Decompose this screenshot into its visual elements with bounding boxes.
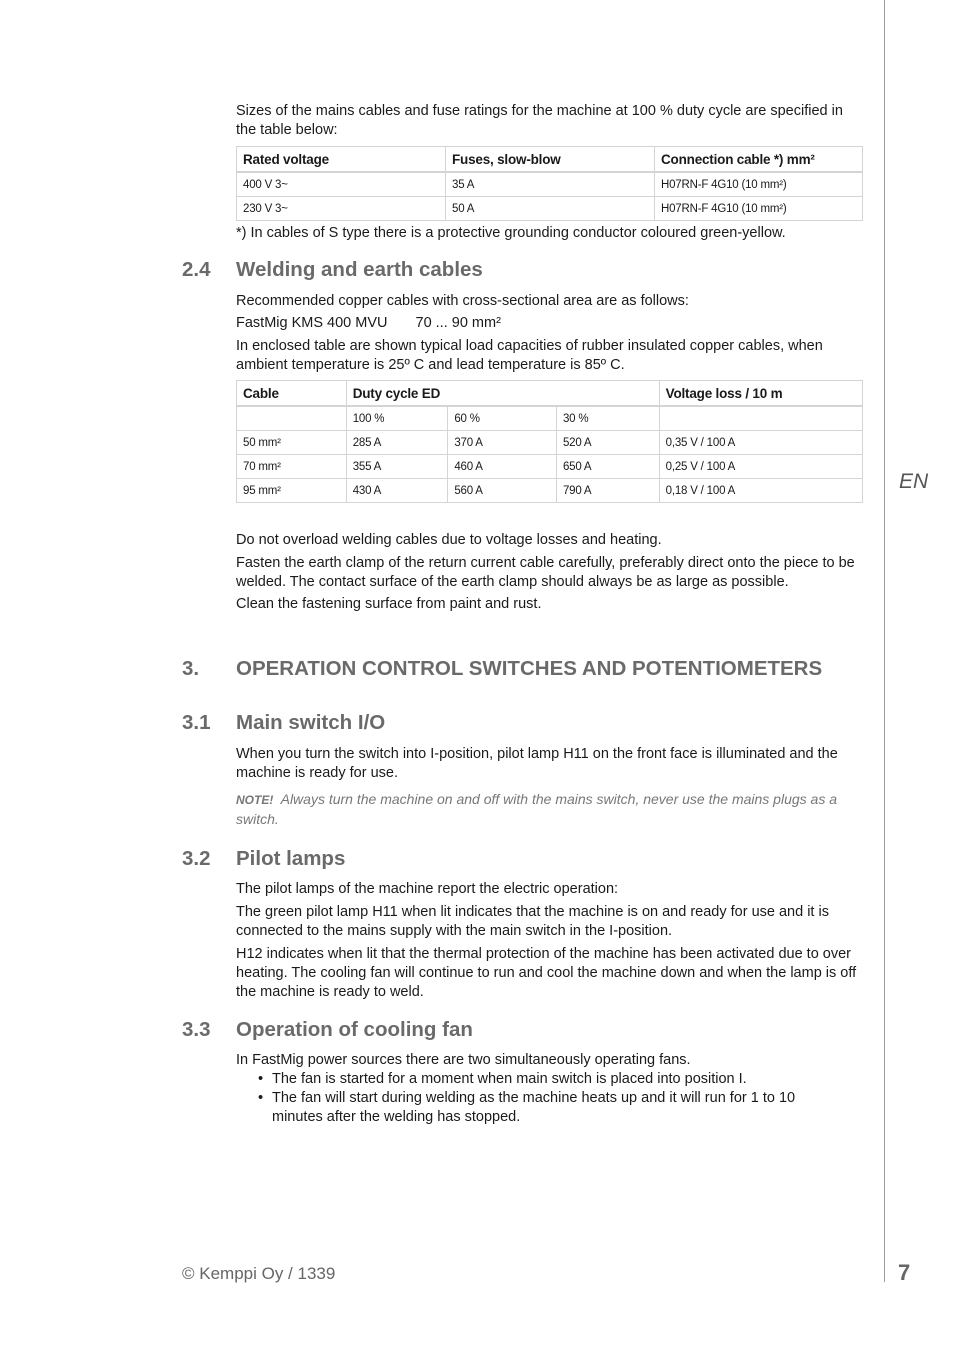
table-cell: 790 A <box>556 479 659 503</box>
intro-paragraph: Sizes of the mains cables and fuse ratings for the machine at 100 % duty cycle are specified in the table below: <box>236 103 843 138</box>
paragraph: H12 indicates when lit that the thermal protection of the machine has been activated due to over heating. The cooling fan will continue to run and cool the machine down and when the lamp is off the machine is ready to weld. <box>236 946 857 1000</box>
section-number: 3.1 <box>182 711 211 734</box>
table-cell: 400 V 3~ <box>237 172 446 197</box>
table-cell: 370 A <box>448 431 557 455</box>
section-number: 2.4 <box>182 258 211 281</box>
paragraph: In FastMig power sources there are two simultaneously operating fans. <box>236 1052 691 1068</box>
note-label: NOTE! <box>236 793 274 807</box>
table-cell: 50 mm² <box>237 431 347 455</box>
table-cell: 650 A <box>556 455 659 479</box>
section-title: Operation of cooling fan <box>236 1018 473 1041</box>
paragraph: The pilot lamps of the machine report the electric operation: <box>236 881 619 897</box>
fuse-table-header: Connection cable *) mm² <box>655 147 863 173</box>
page-number: 7 <box>898 1260 911 1285</box>
section-title: Main switch I/O <box>236 711 386 734</box>
cable-table-header: Voltage loss / 10 m <box>659 381 862 407</box>
section-title: OPERATION CONTROL SWITCHES AND POTENTIOMETERS <box>236 657 823 680</box>
table-cell: 355 A <box>346 455 448 479</box>
note-text: Always turn the machine on and off with the mains switch, never use the mains plugs as a switch. <box>236 791 838 827</box>
table-cell: 520 A <box>556 431 659 455</box>
table-cell: 0,35 V / 100 A <box>659 431 862 455</box>
table-row <box>237 197 863 221</box>
cable-range: 70 ... 90 mm² <box>415 315 501 331</box>
table-cell: 430 A <box>346 479 448 503</box>
margin-divider <box>884 0 885 1282</box>
model-name: FastMig KMS 400 MVU <box>236 315 388 331</box>
table-cell: 60 % <box>448 406 557 431</box>
table-cell: 35 A <box>446 172 655 197</box>
section-number: 3.3 <box>182 1018 211 1041</box>
table-cell: H07RN-F 4G10 (10 mm²) <box>655 172 863 197</box>
table-cell: 70 mm² <box>237 455 347 479</box>
cable-table-header: Duty cycle ED <box>346 381 659 407</box>
table-cell: 560 A <box>448 479 557 503</box>
section-title: Pilot lamps <box>236 847 346 870</box>
paragraph: Fasten the earth clamp of the return current cable carefully, preferably direct onto the piece to be welded. The contact surface of the earth clamp should always be as large as possible. <box>236 555 855 590</box>
section-number: 3. <box>182 657 200 680</box>
table-cell: 0,25 V / 100 A <box>659 455 862 479</box>
paragraph: The green pilot lamp H11 when lit indicates that the machine is on and ready for use and it is connected to the mains supply with the main switch in the I-position. <box>236 904 829 939</box>
footer-copyright: © Kemppi Oy / 1339 <box>182 1264 336 1283</box>
note <box>236 790 864 829</box>
table-row <box>237 479 863 503</box>
table-row <box>237 172 863 197</box>
table-cell: 30 % <box>556 406 659 431</box>
list-item: • The fan will start during welding as the machine heats up and it will run for 1 to 10 minutes after the welding has stopped. <box>236 1089 836 1127</box>
list-item: • The fan is started for a moment when main switch is placed into position I. <box>236 1070 836 1089</box>
paragraph: In enclosed table are shown typical load capacities of rubber insulated copper cables, when ambient temperature is 25º C and lead temperature is 85º C. <box>236 338 823 373</box>
table-cell: 95 mm² <box>237 479 347 503</box>
fuse-table <box>236 146 863 221</box>
bullet-list <box>236 1070 836 1127</box>
fuse-table-header: Fuses, slow-blow <box>446 147 655 173</box>
table-cell: 50 A <box>446 197 655 221</box>
table-row <box>237 455 863 479</box>
table-cell: 230 V 3~ <box>237 197 446 221</box>
table-cell: 0,18 V / 100 A <box>659 479 862 503</box>
table-cell: 460 A <box>448 455 557 479</box>
cable-recommendation <box>236 314 864 333</box>
paragraph: Do not overload welding cables due to voltage losses and heating. <box>236 532 662 548</box>
paragraph: When you turn the switch into I-position, pilot lamp H11 on the front face is illuminated and the machine is ready for use. <box>236 746 838 781</box>
paragraph: Clean the fastening surface from paint and rust. <box>236 596 542 612</box>
table-row <box>237 431 863 455</box>
language-tab: EN <box>899 470 929 493</box>
table-row <box>237 406 863 431</box>
table-cell: 285 A <box>346 431 448 455</box>
section-number: 3.2 <box>182 847 211 870</box>
fuse-footnote: *) In cables of S type there is a protective grounding conductor coloured green-yellow. <box>236 225 786 241</box>
paragraph: Recommended copper cables with cross-sectional area are as follows: <box>236 293 689 309</box>
cable-table-header: Cable <box>237 381 347 407</box>
table-cell: 100 % <box>346 406 448 431</box>
fuse-table-header: Rated voltage <box>237 147 446 173</box>
table-cell: H07RN-F 4G10 (10 mm²) <box>655 197 863 221</box>
section-title: Welding and earth cables <box>236 258 483 281</box>
cable-load-table <box>236 380 863 503</box>
